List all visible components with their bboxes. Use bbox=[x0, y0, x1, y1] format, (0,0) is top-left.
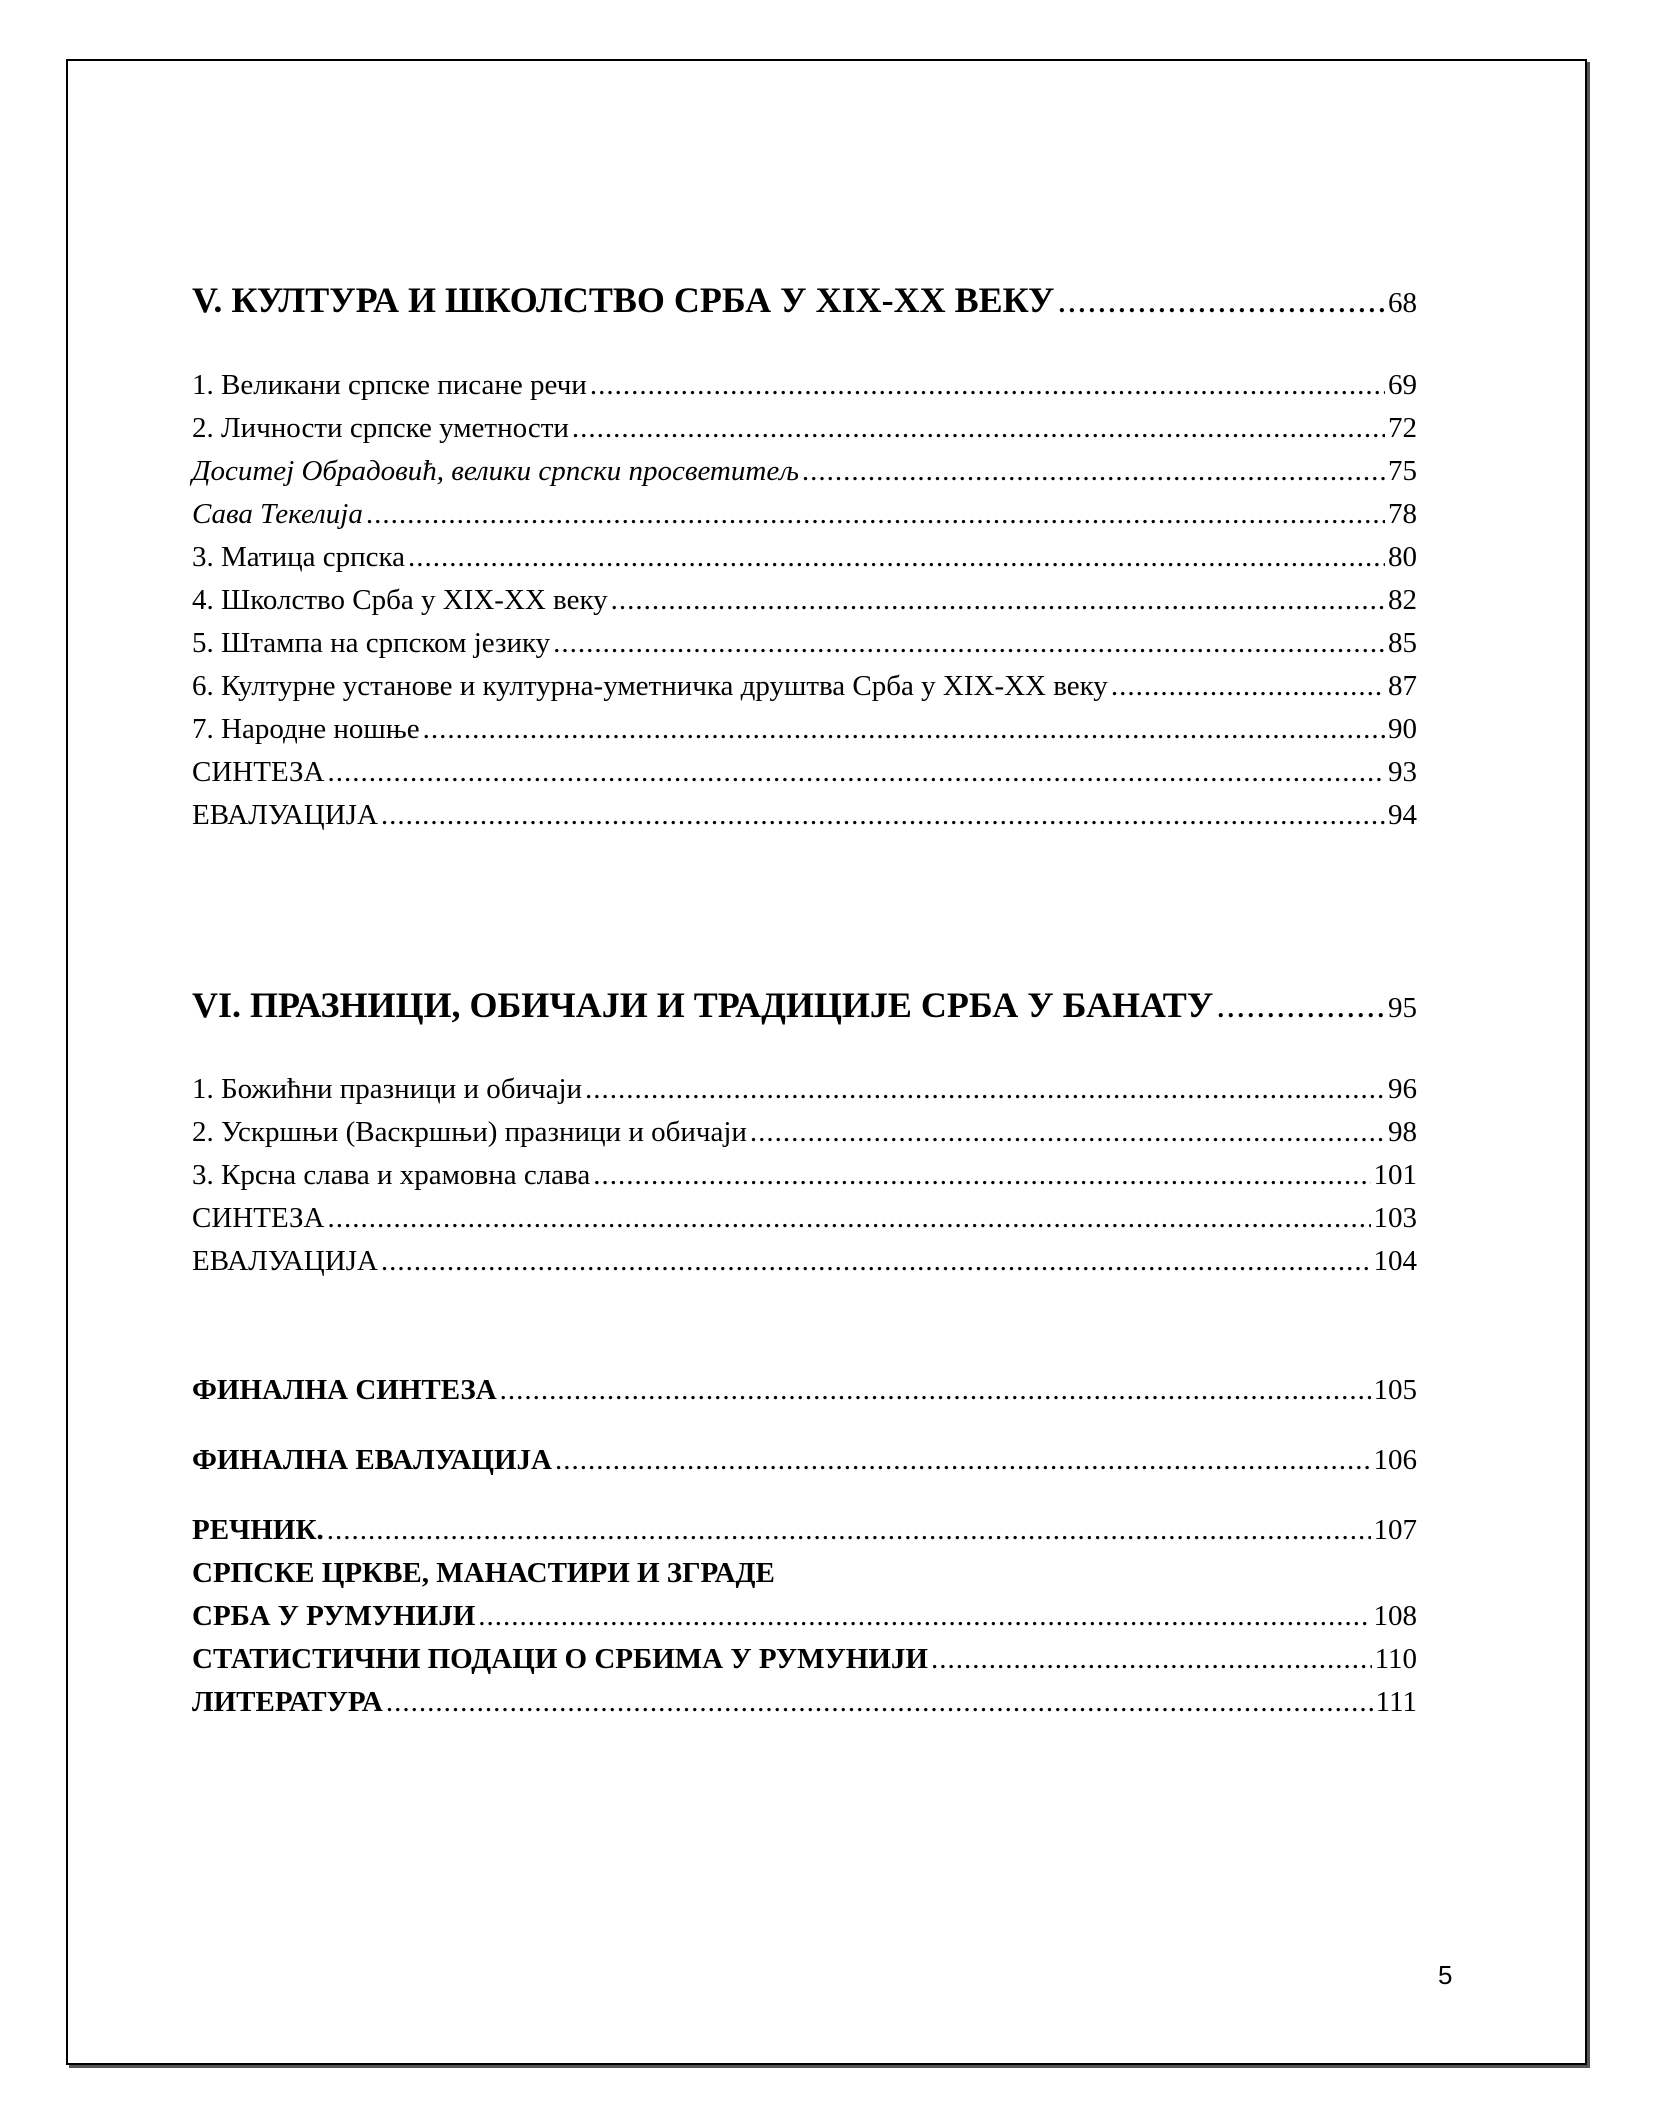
dot-leader bbox=[1216, 975, 1385, 1035]
toc-page: 108 bbox=[1373, 1600, 1417, 1632]
toc-label: 5. Штампа на српском језику bbox=[192, 627, 551, 659]
toc-statistics[interactable] bbox=[192, 1638, 1417, 1681]
toc-churches-line1: СРПСКЕ ЦРКВЕ, МАНАСТИРИ И ЗГРАДЕ bbox=[192, 1557, 775, 1589]
toc-label: СИНТЕЗА bbox=[192, 756, 325, 788]
dot-leader bbox=[500, 1369, 1371, 1412]
toc-chapter-5[interactable] bbox=[192, 270, 1417, 330]
section-6 bbox=[192, 975, 1417, 1035]
toc-label: 6. Културне установе и културна-уметничка друштва Срба у XIX-XX веку bbox=[192, 670, 1108, 702]
toc-chapter-6[interactable] bbox=[192, 975, 1417, 1035]
section-5-items bbox=[192, 364, 1417, 837]
toc-label: Доситеј Обрадовић, велики српски просветитељ bbox=[192, 455, 799, 487]
toc-page: 82 bbox=[1388, 584, 1417, 616]
dot-leader bbox=[931, 1638, 1372, 1681]
toc-label: ФИНАЛНА ЕВАЛУАЦИЈА bbox=[192, 1444, 552, 1476]
dot-leader bbox=[585, 1068, 1385, 1111]
dot-leader bbox=[408, 536, 1385, 579]
dot-leader bbox=[750, 1111, 1385, 1154]
toc-label: 2. Ускршњи (Васкршњи) празници и обичаји bbox=[192, 1116, 747, 1148]
toc-page: 78 bbox=[1388, 498, 1417, 530]
section-5 bbox=[192, 270, 1417, 330]
dot-leader bbox=[327, 751, 1385, 794]
dot-leader bbox=[327, 1197, 1370, 1240]
toc-entry[interactable] bbox=[192, 1240, 1417, 1283]
toc-label: ЕВАЛУАЦИЈА bbox=[192, 1245, 378, 1277]
toc-entry[interactable] bbox=[192, 1154, 1417, 1197]
toc-entry[interactable] bbox=[192, 665, 1417, 708]
toc-entry[interactable] bbox=[192, 751, 1417, 794]
final-synthesis-block bbox=[192, 1369, 1417, 1412]
toc-label: 3. Крсна слава и храмовна слава bbox=[192, 1159, 591, 1191]
appendix-block bbox=[192, 1509, 1417, 1724]
toc-label: VI. ПРАЗНИЦИ, ОБИЧАЈИ И ТРАДИЦИЈЕ СРБА У БАНАТУ bbox=[192, 985, 1214, 1025]
toc-page: 111 bbox=[1375, 1686, 1417, 1718]
toc-label: СРБА У РУМУНИЈИ bbox=[192, 1600, 476, 1632]
toc-page: 95 bbox=[1388, 992, 1417, 1024]
toc-final-synthesis[interactable] bbox=[192, 1369, 1417, 1412]
toc-final-evaluation[interactable] bbox=[192, 1439, 1417, 1482]
dot-leader bbox=[327, 1509, 1371, 1552]
toc-page: 87 bbox=[1388, 670, 1417, 702]
dot-leader bbox=[1057, 270, 1385, 330]
toc-entry[interactable] bbox=[192, 1068, 1417, 1111]
toc-page: 90 bbox=[1388, 713, 1417, 745]
toc-entry[interactable] bbox=[192, 493, 1417, 536]
toc-label: 7. Народне ношње bbox=[192, 713, 420, 745]
toc-page: 105 bbox=[1373, 1374, 1417, 1406]
toc-entry[interactable] bbox=[192, 450, 1417, 493]
toc-literature[interactable] bbox=[192, 1681, 1417, 1724]
toc-label: 2. Личности српске уметности bbox=[192, 412, 569, 444]
dot-leader bbox=[386, 1681, 1373, 1724]
toc-entry[interactable] bbox=[192, 407, 1417, 450]
toc-page: 69 bbox=[1388, 369, 1417, 401]
toc-dictionary[interactable] bbox=[192, 1509, 1417, 1552]
toc-page: 75 bbox=[1388, 455, 1417, 487]
dot-leader bbox=[381, 794, 1385, 837]
dot-leader bbox=[1111, 665, 1385, 708]
toc-page: 72 bbox=[1388, 412, 1417, 444]
toc-label: СИНТЕЗА bbox=[192, 1202, 325, 1234]
toc-page: 68 bbox=[1388, 287, 1417, 319]
toc-page: 104 bbox=[1373, 1245, 1417, 1277]
toc-churches[interactable] bbox=[192, 1595, 1417, 1638]
toc-entry[interactable] bbox=[192, 1197, 1417, 1240]
dot-leader bbox=[553, 622, 1385, 665]
dot-leader bbox=[366, 493, 1385, 536]
toc-label: ФИНАЛНА СИНТЕЗА bbox=[192, 1374, 497, 1406]
dot-leader bbox=[478, 1595, 1370, 1638]
toc-page: 103 bbox=[1373, 1202, 1417, 1234]
dot-leader bbox=[611, 579, 1385, 622]
dot-leader bbox=[555, 1439, 1371, 1482]
toc-entry[interactable] bbox=[192, 794, 1417, 837]
toc-label: 3. Матица српска bbox=[192, 541, 406, 573]
page-frame bbox=[66, 59, 1587, 2065]
toc-label: ЕВАЛУАЦИЈА bbox=[192, 799, 378, 831]
dot-leader bbox=[423, 708, 1385, 751]
toc-entry[interactable] bbox=[192, 579, 1417, 622]
toc-page: 93 bbox=[1388, 756, 1417, 788]
toc-label: 1. Великани српске писане речи bbox=[192, 369, 587, 401]
dot-leader bbox=[381, 1240, 1371, 1283]
final-evaluation-block bbox=[192, 1439, 1417, 1482]
dot-leader bbox=[590, 364, 1385, 407]
toc-page: 110 bbox=[1374, 1643, 1417, 1675]
page-number: 5 bbox=[1438, 1960, 1453, 1990]
dot-leader bbox=[593, 1154, 1370, 1197]
dot-leader bbox=[802, 450, 1385, 493]
toc-label: РЕЧНИК. bbox=[192, 1514, 324, 1546]
section-6-items bbox=[192, 1068, 1417, 1283]
toc-page: 107 bbox=[1373, 1514, 1417, 1546]
toc-page: 94 bbox=[1388, 799, 1417, 831]
toc-label: ЛИТЕРАТУРА bbox=[192, 1686, 383, 1718]
toc-page: 106 bbox=[1373, 1444, 1417, 1476]
toc-page: 101 bbox=[1373, 1159, 1417, 1191]
toc-page: 96 bbox=[1388, 1073, 1417, 1105]
toc-entry[interactable] bbox=[192, 708, 1417, 751]
toc-entry[interactable] bbox=[192, 536, 1417, 579]
toc-entry[interactable] bbox=[192, 1111, 1417, 1154]
toc-label: Сава Текелија bbox=[192, 498, 363, 530]
toc-entry[interactable] bbox=[192, 622, 1417, 665]
toc-label: СТАТИСТИЧНИ ПОДАЦИ О СРБИМА У РУМУНИЈИ bbox=[192, 1643, 928, 1675]
toc-entry[interactable] bbox=[192, 364, 1417, 407]
toc-page: 98 bbox=[1388, 1116, 1417, 1148]
dot-leader bbox=[572, 407, 1385, 450]
toc-label: V. КУЛТУРА И ШКОЛСТВО СРБА У XIX-XX ВЕКУ bbox=[192, 280, 1055, 320]
toc-label: 4. Школство Срба у XIX-XX веку bbox=[192, 584, 608, 616]
toc-label: 1. Божићни празници и обичаји bbox=[192, 1073, 583, 1105]
toc-page: 85 bbox=[1388, 627, 1417, 659]
toc-page: 80 bbox=[1388, 541, 1417, 573]
